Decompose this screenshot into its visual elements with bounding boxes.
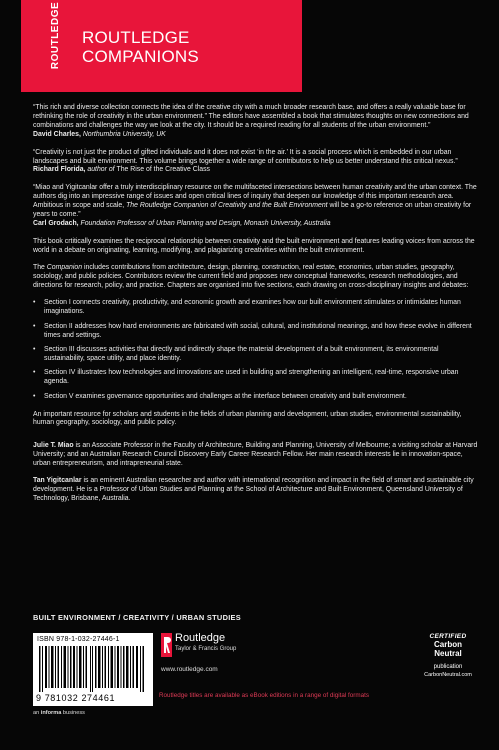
publisher-group: Taylor & Francis Group: [175, 646, 237, 652]
publisher-name: Routledge: [175, 632, 226, 644]
book-description: This book crtitically examines the reciprocal relationship between creativity and the built environment and features leading voices from across the world in a debate on originating, learning, modifying, and plagiarizing creativities within the built environment.: [33, 237, 475, 254]
section-item: • Section I connects creativity, productivity, and economic growth and examines how our built environment stimulates or intimidates human imaginations.: [33, 299, 478, 317]
publisher-logo: [161, 632, 301, 662]
endorser-name: Carl Grodach: [33, 219, 77, 227]
subject-categories: BUILT ENVIRONMENT / CREATIVITY / URBAN STUDIES: [33, 613, 242, 622]
isbn-text: ISBN 978-1-032-27446-1: [37, 636, 120, 643]
section-list: [33, 299, 478, 401]
isbn-barcode: [33, 633, 153, 706]
section-item: • Section III discusses activities that directly and indirectly shape the material development of a built environment, its environmental sustainability, space utility, and place identity.: [33, 346, 478, 364]
companion-paragraph: The Companion includes contributions from architecture, design, planning, construction, real estate, economics, urban studies, geography, sociology, and public policies. Contributors review the current field and proposes new conceptual frameworks, research methodologies, and directions for research, policy, and practice. Chapters are organised into five sections, each drawing on cross-disciplinary insights and debates:: [33, 264, 469, 289]
ebook-note: Routledge titles are available as eBook editions in a range of digital formats: [159, 692, 370, 699]
endorser-affiliation-lead: author of: [87, 166, 115, 174]
audience-statement: An important resource for scholars and students in the fields of urban planning and development, urban studies, environmental sustainability, human geography, sociology, and public policy.: [33, 410, 462, 427]
publisher-url: www.routledge.com: [161, 666, 218, 673]
endorser-name: David Charles: [33, 130, 79, 138]
routledge-logo-icon: [161, 633, 172, 657]
carbon-neutral-badge: CERTIFIED Carbon Neutral publication CarbonNeutral.com: [424, 633, 472, 678]
endorser-affiliation: Northumbria University, UK: [82, 130, 166, 138]
series-title: ROUTLEDGE COMPANIONS: [82, 28, 199, 66]
endorsement-3: “Miao and Yigitcanlar offer a truly interdisciplinary resource on the multifaceted intersections between human creativity and the urban context. The authors dig into an impressive range of issues and open critical lines of inquiry that deepen our knowledge of this important research area. Ambitious in scope and scale, The Routledge Companion of Creativity and the Built Environment will be a go-to reference on urban creativity for years to come.” Carl Grodach, Foundation Professor of Urban Planning and Design, Monash University, Australia: [33, 184, 477, 227]
barcode-digits: 9 781032 274461: [36, 693, 116, 703]
informa-business-mark: an informa business: [33, 710, 85, 716]
endorser-affiliation: The Rise of the Creative Class: [116, 166, 210, 174]
endorsement-1: “This rich and diverse collection connects the idea of the creative city with a much broader research base, and offers a really valuable base for rethinking the role of creativity in the urban environment.” The editors have assembled a book that stimulates thoughts on new connections and combinations and challenges the way we look at the city. It should be a required reading for all students of the urban environment.” David Charles, Northumbria University, UK: [33, 104, 469, 138]
book-title-italic: The Routledge Companion of Creativity and the Built Environment: [126, 202, 328, 210]
section-item: • Section II addresses how hard environments are fabricated with social, cultural, and institutional meanings, and how these evolve in different times and settings.: [33, 323, 478, 341]
section-item: • Section V examines governance opportunities and challenges at the interface between creativity and built environment.: [33, 393, 478, 402]
endorsement-2: “Creativity is not just the product of gifted individuals and it does not exist ‘in the air.’ It is a social process which is embedded in our urban landscapes and built environment. This volume brings together a wide range of contributors to help us better understand this critical nexus.” Richard Florida, author of The Rise of the Creative Class: [33, 148, 458, 174]
brand-block: [21, 0, 302, 92]
endorser-name: Richard Florida: [33, 166, 84, 174]
author-bios: [33, 442, 478, 503]
endorser-affiliation: Foundation Professor of Urban Planning and Design, Monash University, Australia: [80, 219, 331, 227]
author-bio: Julie T. Miao is an Associate Professor in the Faculty of Architecture, Building and Planning, University of Melbourne; a visiting scholar at Harvard University; and an Australian Research Council Discovery Early Career Research Fellow. Her main research interests lie in innovation-space, urban entrepreneurism, and intrapreneurial state.: [33, 442, 478, 468]
barcode-icon: [39, 646, 147, 692]
section-item: • Section IV illustrates how technologies and innovations are used in building and strengthening an intelligent, real-time, responsive urban agenda.: [33, 369, 478, 387]
back-cover-text: [33, 104, 478, 512]
author-bio: Tan Yigitcanlar is an eminent Australian researcher and author with international recognition and impact in the field of smart and sustainable city development. He is a Professor of Urban Studies and Planning at the School of Architecture and Built Environment, Queensland University of Technology, Brisbane, Australia.: [33, 477, 474, 502]
brand-vertical-label: ROUTLEDGE: [50, 1, 62, 69]
